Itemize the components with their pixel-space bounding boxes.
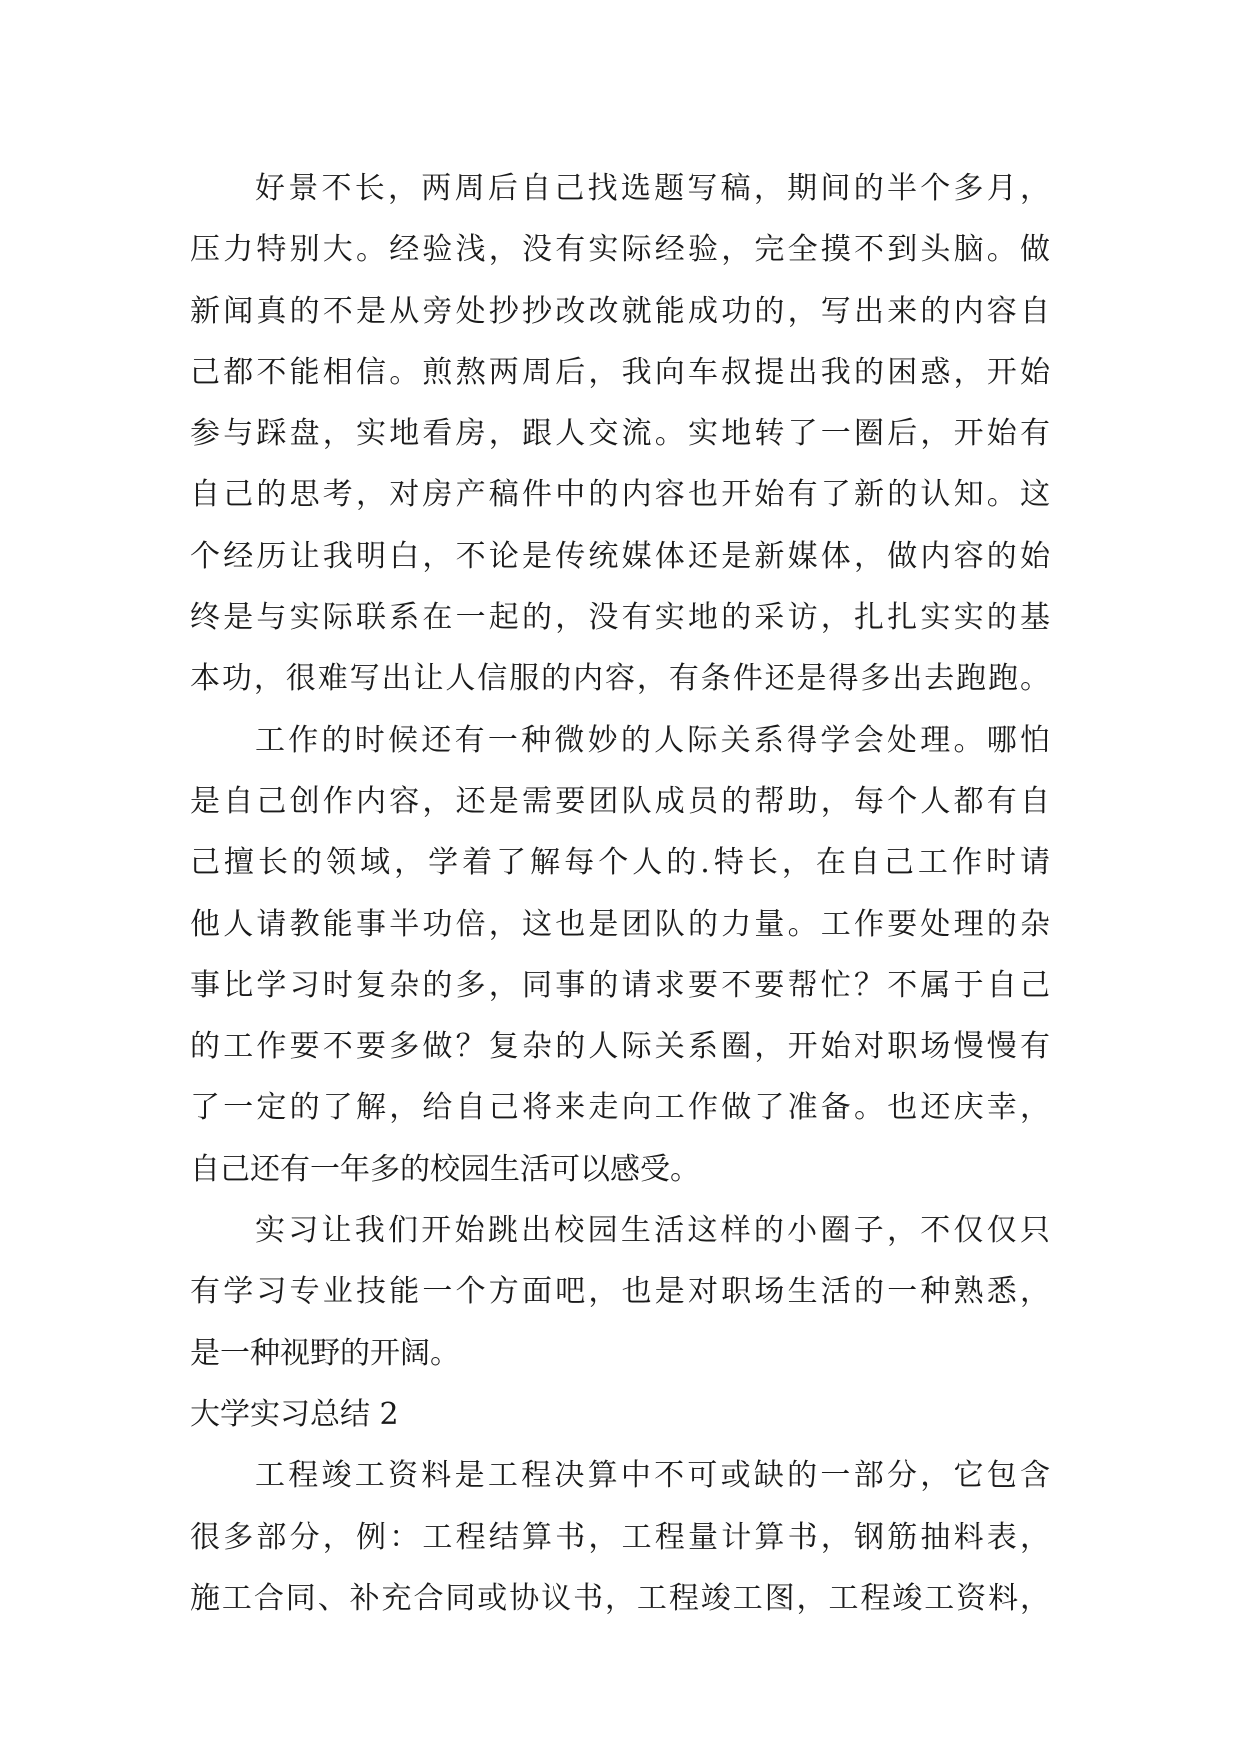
- text-line: 事比学习时复杂的多，同事的请求要不要帮忙？不属于自己: [190, 967, 1050, 1003]
- text-line: 终是与实际联系在一起的，没有实地的采访，扎扎实实的基: [190, 600, 1050, 636]
- text-line: 很多部分，例：工程结算书，工程量计算书，钢筋抽料表，: [190, 1519, 1050, 1555]
- paragraph: [190, 1445, 1050, 1629]
- text-line: 参与踩盘，实地看房，跟人交流。实地转了一圈后，开始有: [190, 416, 1050, 452]
- text-line: 有学习专业技能一个方面吧，也是对职场生活的一种熟悉，: [190, 1274, 1050, 1310]
- text-line: 本功，很难写出让人信服的内容，有条件还是得多出去跑跑。: [190, 661, 1050, 697]
- text-line: 他人请教能事半功倍，这也是团队的力量。工作要处理的杂: [190, 906, 1050, 942]
- paragraph: [190, 158, 1050, 710]
- text-line: 自己还有一年多的校园生活可以感受。: [190, 1151, 700, 1187]
- text-line: 是自己创作内容，还是需要团队成员的帮助，每个人都有自: [190, 783, 1050, 819]
- text-line: 工作的时候还有一种微妙的人际关系得学会处理。哪怕: [255, 722, 1050, 758]
- text-line: 个经历让我明白，不论是传统媒体还是新媒体，做内容的始: [190, 538, 1050, 574]
- text-line: 施工合同、补充合同或协议书，工程竣工图，工程竣工资料，: [190, 1580, 1050, 1616]
- text-line: 新闻真的不是从旁处抄抄改改就能成功的，写出来的内容自: [190, 293, 1050, 329]
- paragraph: [190, 1200, 1050, 1384]
- text-line: 压力特别大。经验浅，没有实际经验，完全摸不到头脑。做: [190, 232, 1050, 268]
- text-line: 实习让我们开始跳出校园生活这样的小圈子，不仅仅只: [255, 1213, 1050, 1249]
- text-line: 工程竣工资料是工程决算中不可或缺的一部分，它包含: [255, 1458, 1050, 1494]
- text-line: 的工作要不要多做？复杂的人际关系圈，开始对职场慢慢有: [190, 1029, 1050, 1065]
- paragraph: [190, 710, 1050, 1200]
- text-line: 好景不长，两周后自己找选题写稿，期间的半个多月，: [255, 171, 1050, 206]
- text-line: 己都不能相信。煎熬两周后，我向车叔提出我的困惑，开始: [190, 354, 1050, 390]
- text-line: 己擅长的领域，学着了解每个人的.特长，在自己工作时请: [190, 845, 1050, 881]
- text-line: 自己的思考，对房产稿件中的内容也开始有了新的认知。这: [190, 477, 1050, 513]
- section-heading: 大学实习总结 2: [190, 1396, 399, 1432]
- document-body: [190, 158, 1050, 1629]
- text-line: 了一定的了解，给自己将来走向工作做了准备。也还庆幸，: [190, 1090, 1050, 1126]
- text-line: 是一种视野的开阔。: [190, 1335, 460, 1371]
